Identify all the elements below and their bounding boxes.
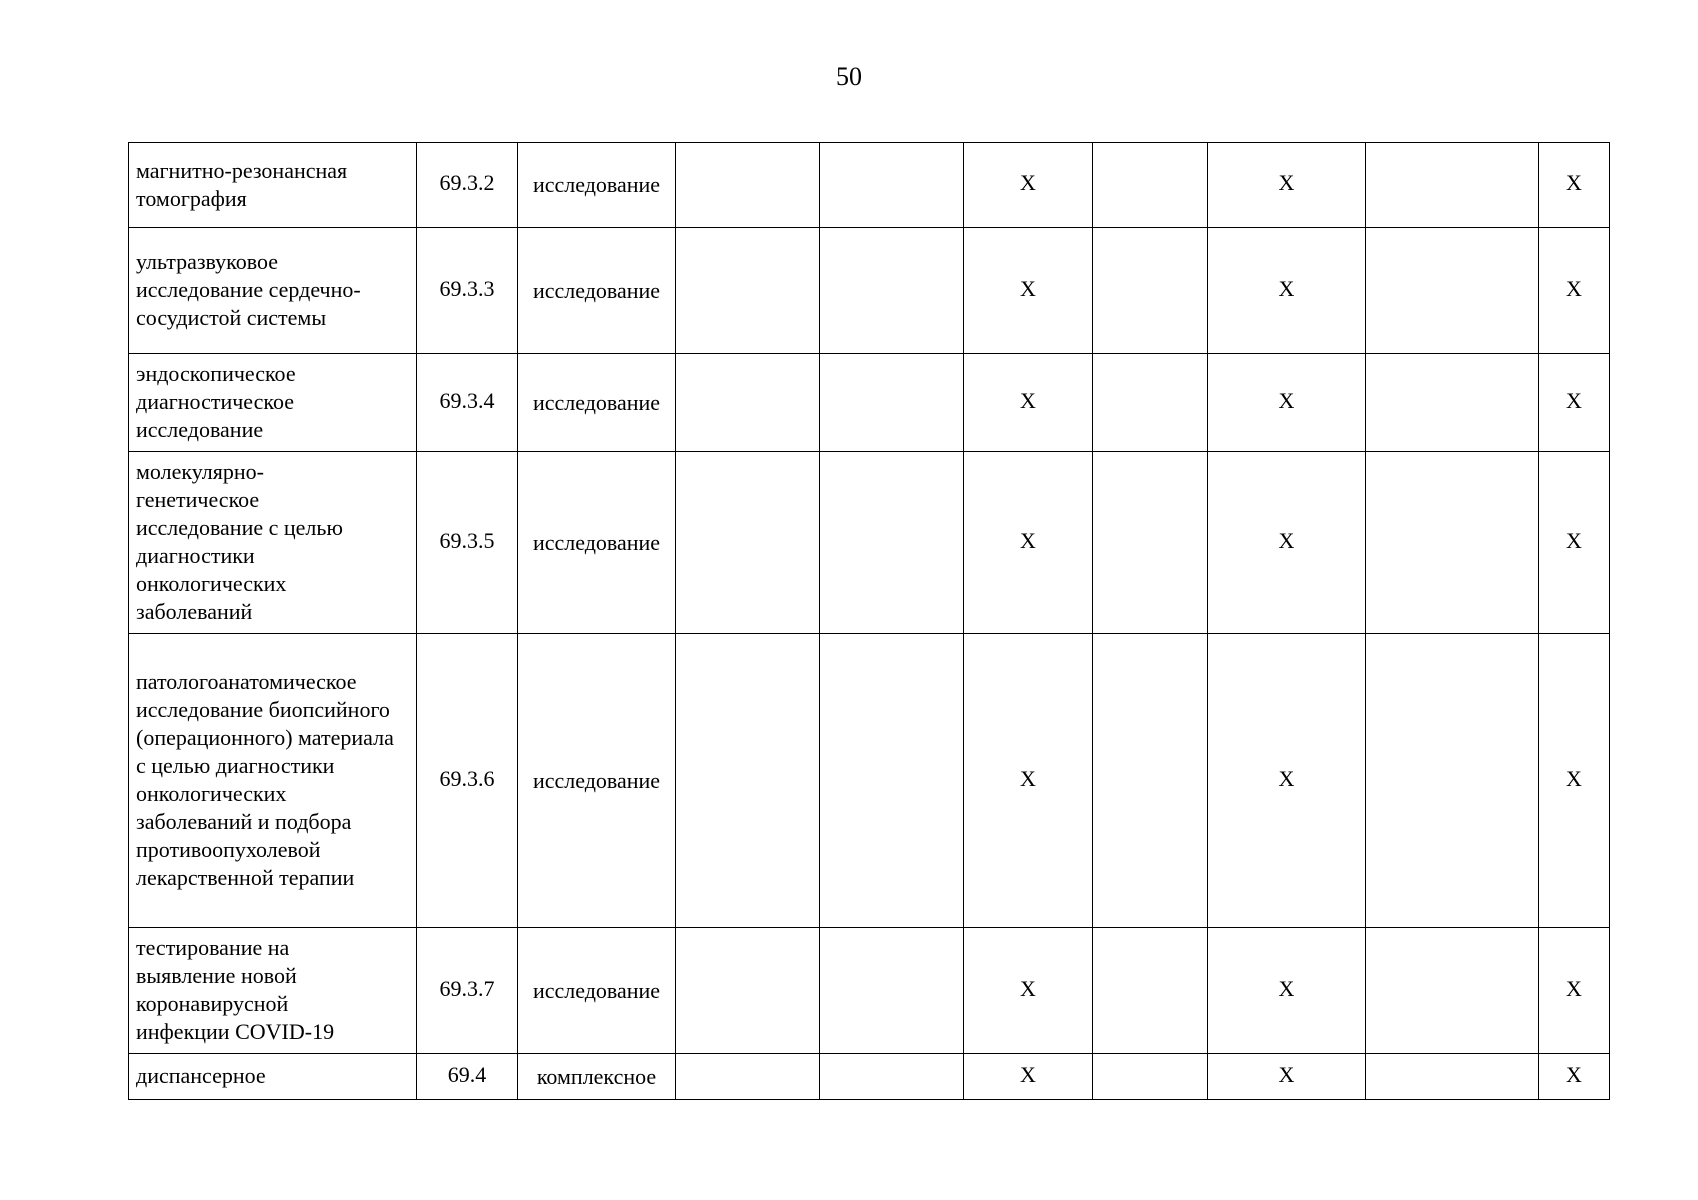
- value-cell: [676, 228, 820, 354]
- service-name-cell: [129, 634, 417, 928]
- value-cell: [820, 928, 964, 1054]
- value-cell: [1366, 634, 1539, 928]
- service-name: эндоскопическое диагностическое исследование: [136, 361, 296, 442]
- mark-cell: [964, 928, 1093, 1054]
- mark-cell: [1208, 228, 1366, 354]
- service-code: 69.3.6: [439, 765, 495, 791]
- page-number: 50: [836, 62, 862, 91]
- mark-cell: [964, 1054, 1093, 1100]
- unit-of-measure: исследование: [532, 389, 661, 415]
- value-cell: [820, 354, 964, 452]
- value-cell: [676, 928, 820, 1054]
- service-code: 69.3.2: [439, 170, 495, 195]
- table-row: [129, 1054, 1610, 1100]
- value-cell: [820, 228, 964, 354]
- code-cell: [417, 634, 518, 928]
- mark-cell: [1208, 354, 1366, 452]
- x-mark: Х: [1020, 527, 1036, 553]
- x-mark: Х: [1278, 765, 1295, 791]
- x-mark: Х: [1020, 387, 1036, 413]
- service-name-cell: [129, 452, 417, 634]
- value-cell: [820, 1054, 964, 1100]
- table-row: [129, 143, 1610, 228]
- mark-cell: [1539, 228, 1610, 354]
- value-cell: [1366, 452, 1539, 634]
- value-cell: [1366, 928, 1539, 1054]
- value-cell: [1366, 143, 1539, 228]
- unit-cell: [518, 228, 676, 354]
- unit-cell: [518, 354, 676, 452]
- x-mark: Х: [1566, 275, 1582, 301]
- code-cell: [417, 143, 518, 228]
- unit-of-measure: исследование: [532, 977, 661, 1003]
- value-cell: [1093, 354, 1208, 452]
- mark-cell: [964, 452, 1093, 634]
- code-cell: [417, 928, 518, 1054]
- x-mark: Х: [1566, 975, 1582, 1001]
- service-code: 69.3.3: [439, 275, 495, 301]
- x-mark: Х: [1278, 1061, 1295, 1087]
- service-name-cell: [129, 143, 417, 228]
- mark-cell: [1208, 1054, 1366, 1100]
- value-cell: [1093, 452, 1208, 634]
- service-name-cell: [129, 1054, 417, 1100]
- service-name: тестирование на выявление новой коронавирусной инфекции COVID-19: [136, 935, 335, 1044]
- document-table: [128, 142, 1610, 1100]
- x-mark: Х: [1020, 765, 1036, 791]
- service-code: 69.3.5: [439, 527, 495, 553]
- x-mark: Х: [1278, 975, 1295, 1001]
- service-code: 69.3.7: [439, 975, 495, 1001]
- x-mark: Х: [1566, 1061, 1582, 1087]
- value-cell: [1093, 928, 1208, 1054]
- value-cell: [1366, 228, 1539, 354]
- mark-cell: [1208, 452, 1366, 634]
- x-mark: Х: [1278, 170, 1295, 195]
- x-mark: Х: [1020, 1061, 1036, 1087]
- value-cell: [1093, 1054, 1208, 1100]
- x-mark: Х: [1566, 387, 1582, 413]
- x-mark: Х: [1566, 765, 1582, 791]
- value-cell: [820, 452, 964, 634]
- value-cell: [676, 1054, 820, 1100]
- x-mark: Х: [1020, 975, 1036, 1001]
- unit-of-measure: исследование: [532, 277, 661, 303]
- mark-cell: [964, 143, 1093, 228]
- x-mark: Х: [1278, 275, 1295, 301]
- mark-cell: [1539, 354, 1610, 452]
- service-name-cell: [129, 928, 417, 1054]
- value-cell: [820, 634, 964, 928]
- unit-cell: [518, 928, 676, 1054]
- code-cell: [417, 452, 518, 634]
- x-mark: Х: [1020, 170, 1036, 195]
- value-cell: [1093, 143, 1208, 228]
- x-mark: Х: [1566, 527, 1582, 553]
- code-cell: [417, 1054, 518, 1100]
- unit-cell: [518, 1054, 676, 1100]
- x-mark: Х: [1278, 387, 1295, 413]
- table-row: [129, 452, 1610, 634]
- value-cell: [1093, 634, 1208, 928]
- mark-cell: [1539, 1054, 1610, 1100]
- mark-cell: [1539, 928, 1610, 1054]
- service-name-cell: [129, 228, 417, 354]
- unit-of-measure: исследование: [532, 767, 661, 793]
- value-cell: [1093, 228, 1208, 354]
- unit-cell: [518, 452, 676, 634]
- table-row: [129, 928, 1610, 1054]
- mark-cell: [1208, 634, 1366, 928]
- service-code: 69.4: [447, 1061, 487, 1087]
- service-name: молекулярно-генетическое исследование с целью диагностики онкологических заболеваний: [136, 459, 343, 624]
- service-code: 69.3.4: [439, 387, 495, 413]
- service-name: патологоанатомическое исследование биопсийного (операционного) материала с целью диагностики онкологических заболеваний и подбора противоопухолевой лекарственной терапии: [136, 669, 394, 890]
- mark-cell: [1539, 634, 1610, 928]
- value-cell: [676, 452, 820, 634]
- value-cell: [1366, 1054, 1539, 1100]
- mark-cell: [964, 354, 1093, 452]
- mark-cell: [964, 634, 1093, 928]
- mark-cell: [964, 228, 1093, 354]
- table-row: [129, 354, 1610, 452]
- value-cell: [676, 354, 820, 452]
- value-cell: [820, 143, 964, 228]
- value-cell: [676, 143, 820, 228]
- service-name: диспансерное: [136, 1063, 266, 1088]
- unit-of-measure: комплексное: [536, 1063, 657, 1089]
- x-mark: Х: [1020, 275, 1036, 301]
- value-cell: [676, 634, 820, 928]
- service-name-cell: [129, 354, 417, 452]
- code-cell: [417, 354, 518, 452]
- value-cell: [1366, 354, 1539, 452]
- table-row: [129, 634, 1610, 928]
- unit-cell: [518, 143, 676, 228]
- code-cell: [417, 228, 518, 354]
- unit-cell: [518, 634, 676, 928]
- x-mark: Х: [1566, 170, 1582, 195]
- x-mark: Х: [1278, 527, 1295, 553]
- service-name: ультразвуковое исследование сердечно-сосудистой системы: [136, 249, 361, 330]
- service-name: магнитно-резонансная томография: [136, 157, 348, 211]
- mark-cell: [1208, 143, 1366, 228]
- unit-of-measure: исследование: [532, 172, 661, 197]
- mark-cell: [1539, 452, 1610, 634]
- table-row: [129, 228, 1610, 354]
- unit-of-measure: исследование: [532, 529, 661, 555]
- mark-cell: [1539, 143, 1610, 228]
- mark-cell: [1208, 928, 1366, 1054]
